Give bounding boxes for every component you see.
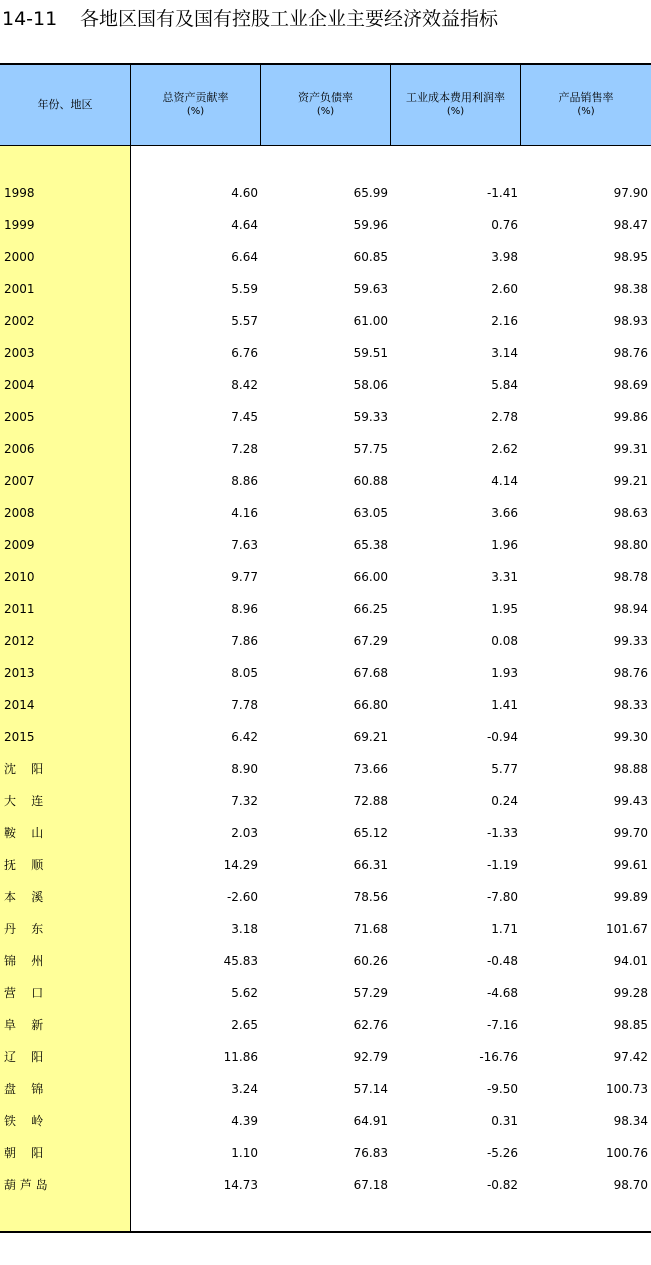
total-asset-contribution-cell: 6.42 bbox=[231, 730, 258, 744]
table-row bbox=[0, 593, 651, 625]
debt-ratio-cell: 69.21 bbox=[353, 730, 388, 744]
cost-profit-ratio-cell: 5.77 bbox=[491, 762, 518, 776]
cost-profit-ratio-cell: 1.93 bbox=[491, 666, 518, 680]
header-col-total-asset-contribution bbox=[131, 65, 260, 145]
sales-ratio-cell: 99.86 bbox=[613, 410, 648, 424]
row-label: 2005 bbox=[4, 410, 35, 424]
header-divider bbox=[390, 65, 391, 145]
table-row bbox=[0, 753, 651, 785]
sales-ratio-cell: 99.70 bbox=[613, 826, 648, 840]
debt-ratio-cell: 65.12 bbox=[353, 826, 388, 840]
total-asset-contribution-cell: 4.64 bbox=[231, 218, 258, 232]
table-number: 14-11 bbox=[2, 8, 58, 30]
debt-ratio-cell: 66.00 bbox=[353, 570, 388, 584]
sales-ratio-cell: 98.76 bbox=[613, 666, 648, 680]
row-label: 盘 锦 bbox=[4, 1082, 44, 1096]
row-label: 2014 bbox=[4, 698, 35, 712]
total-asset-contribution-cell: 5.57 bbox=[231, 314, 258, 328]
header-year-region bbox=[0, 65, 130, 145]
table-row bbox=[0, 209, 651, 241]
cost-profit-ratio-cell: 0.08 bbox=[491, 634, 518, 648]
total-asset-contribution-cell: 8.96 bbox=[231, 602, 258, 616]
cost-profit-ratio-cell: 3.14 bbox=[491, 346, 518, 360]
cost-profit-ratio-cell: 1.95 bbox=[491, 602, 518, 616]
sales-ratio-cell: 98.80 bbox=[613, 538, 648, 552]
sales-ratio-cell: 98.47 bbox=[613, 218, 648, 232]
debt-ratio-cell: 67.29 bbox=[353, 634, 388, 648]
table-row bbox=[0, 721, 651, 753]
sales-ratio-cell: 99.89 bbox=[613, 890, 648, 904]
total-asset-contribution-cell: 7.45 bbox=[231, 410, 258, 424]
debt-ratio-cell: 60.26 bbox=[353, 954, 388, 968]
debt-ratio-cell: 66.25 bbox=[353, 602, 388, 616]
header-divider bbox=[520, 65, 521, 145]
row-label: 2003 bbox=[4, 346, 35, 360]
total-asset-contribution-cell: 6.76 bbox=[231, 346, 258, 360]
table-row bbox=[0, 305, 651, 337]
cost-profit-ratio-cell: -7.16 bbox=[486, 1018, 518, 1032]
table-row bbox=[0, 945, 651, 977]
debt-ratio-cell: 59.63 bbox=[353, 282, 388, 296]
row-label: 2013 bbox=[4, 666, 35, 680]
debt-ratio-cell: 78.56 bbox=[353, 890, 388, 904]
total-asset-contribution-cell: 7.63 bbox=[231, 538, 258, 552]
row-label: 铁 岭 bbox=[4, 1114, 44, 1128]
cost-profit-ratio-cell: 5.84 bbox=[491, 378, 518, 392]
total-asset-contribution-cell: 5.59 bbox=[231, 282, 258, 296]
total-asset-contribution-cell: 7.32 bbox=[231, 794, 258, 808]
table-row bbox=[0, 241, 651, 273]
total-asset-contribution-cell: 8.90 bbox=[231, 762, 258, 776]
table-row bbox=[0, 273, 651, 305]
sales-ratio-cell: 99.21 bbox=[613, 474, 648, 488]
debt-ratio-cell: 65.99 bbox=[353, 186, 388, 200]
cost-profit-ratio-cell: -16.76 bbox=[479, 1050, 518, 1064]
debt-ratio-cell: 59.96 bbox=[353, 218, 388, 232]
total-asset-contribution-cell: 4.39 bbox=[231, 1114, 258, 1128]
cost-profit-ratio-cell: -5.26 bbox=[486, 1146, 518, 1160]
debt-ratio-cell: 71.68 bbox=[353, 922, 388, 936]
row-label: 2002 bbox=[4, 314, 35, 328]
table-row bbox=[0, 785, 651, 817]
header-col-name: 工业成本费用利润率 bbox=[406, 91, 505, 104]
total-asset-contribution-cell: 5.62 bbox=[231, 986, 258, 1000]
debt-ratio-cell: 60.85 bbox=[353, 250, 388, 264]
table-row bbox=[0, 529, 651, 561]
row-label: 丹 东 bbox=[4, 922, 44, 936]
row-label: 抚 顺 bbox=[4, 858, 44, 872]
table-row bbox=[0, 849, 651, 881]
row-label: 2008 bbox=[4, 506, 35, 520]
cost-profit-ratio-cell: 2.62 bbox=[491, 442, 518, 456]
sales-ratio-cell: 98.94 bbox=[613, 602, 648, 616]
row-label: 2010 bbox=[4, 570, 35, 584]
sales-ratio-cell: 98.69 bbox=[613, 378, 648, 392]
debt-ratio-cell: 58.06 bbox=[353, 378, 388, 392]
debt-ratio-cell: 62.76 bbox=[353, 1018, 388, 1032]
row-label: 朝 阳 bbox=[4, 1146, 44, 1160]
table-row bbox=[0, 369, 651, 401]
debt-ratio-cell: 65.38 bbox=[353, 538, 388, 552]
sales-ratio-cell: 98.34 bbox=[613, 1114, 648, 1128]
sales-ratio-cell: 98.85 bbox=[613, 1018, 648, 1032]
cost-profit-ratio-cell: -1.41 bbox=[486, 186, 518, 200]
table-row bbox=[0, 1009, 651, 1041]
debt-ratio-cell: 59.51 bbox=[353, 346, 388, 360]
row-label: 辽 阳 bbox=[4, 1050, 44, 1064]
table-row bbox=[0, 1041, 651, 1073]
cost-profit-ratio-cell: 0.76 bbox=[491, 218, 518, 232]
debt-ratio-cell: 66.80 bbox=[353, 698, 388, 712]
row-label: 2012 bbox=[4, 634, 35, 648]
total-asset-contribution-cell: 11.86 bbox=[223, 1050, 258, 1064]
table-row bbox=[0, 913, 651, 945]
total-asset-contribution-cell: 3.18 bbox=[231, 922, 258, 936]
header-col-debt-ratio bbox=[261, 65, 390, 145]
row-label: 2011 bbox=[4, 602, 35, 616]
total-asset-contribution-cell: 7.28 bbox=[231, 442, 258, 456]
table-row bbox=[0, 1105, 651, 1137]
total-asset-contribution-cell: 2.03 bbox=[231, 826, 258, 840]
table-row bbox=[0, 177, 651, 209]
row-label: 沈 阳 bbox=[4, 762, 44, 776]
total-asset-contribution-cell: 8.42 bbox=[231, 378, 258, 392]
sales-ratio-cell: 98.33 bbox=[613, 698, 648, 712]
cost-profit-ratio-cell: 1.41 bbox=[491, 698, 518, 712]
header-col-name: 资产负债率 bbox=[298, 91, 353, 104]
header-divider bbox=[260, 65, 261, 145]
sales-ratio-cell: 99.61 bbox=[613, 858, 648, 872]
row-label: 2009 bbox=[4, 538, 35, 552]
table-body bbox=[0, 177, 651, 1201]
total-asset-contribution-cell: 7.78 bbox=[231, 698, 258, 712]
table-row bbox=[0, 1137, 651, 1169]
cost-profit-ratio-cell: -0.94 bbox=[486, 730, 518, 744]
cost-profit-ratio-cell: -0.48 bbox=[486, 954, 518, 968]
debt-ratio-cell: 57.14 bbox=[353, 1082, 388, 1096]
debt-ratio-cell: 72.88 bbox=[353, 794, 388, 808]
debt-ratio-cell: 73.66 bbox=[353, 762, 388, 776]
table-row bbox=[0, 881, 651, 913]
sales-ratio-cell: 98.70 bbox=[613, 1178, 648, 1192]
cost-profit-ratio-cell: -7.80 bbox=[486, 890, 518, 904]
total-asset-contribution-cell: 6.64 bbox=[231, 250, 258, 264]
cost-profit-ratio-cell: 1.96 bbox=[491, 538, 518, 552]
header-col-name: 总资产贡献率 bbox=[162, 91, 229, 104]
table-row bbox=[0, 1073, 651, 1105]
debt-ratio-cell: 57.29 bbox=[353, 986, 388, 1000]
table-row bbox=[0, 625, 651, 657]
sales-ratio-cell: 97.90 bbox=[613, 186, 648, 200]
header-col-unit: (%) bbox=[186, 106, 205, 117]
table-row bbox=[0, 657, 651, 689]
sales-ratio-cell: 98.95 bbox=[613, 250, 648, 264]
row-label: 1999 bbox=[4, 218, 35, 232]
header-divider bbox=[130, 65, 131, 145]
table-row bbox=[0, 401, 651, 433]
sales-ratio-cell: 99.31 bbox=[613, 442, 648, 456]
header-col-sales-ratio bbox=[521, 65, 651, 145]
total-asset-contribution-cell: 3.24 bbox=[231, 1082, 258, 1096]
total-asset-contribution-cell: -2.60 bbox=[226, 890, 258, 904]
debt-ratio-cell: 92.79 bbox=[353, 1050, 388, 1064]
debt-ratio-cell: 57.75 bbox=[353, 442, 388, 456]
cost-profit-ratio-cell: 2.16 bbox=[491, 314, 518, 328]
header-col-unit: (%) bbox=[316, 106, 335, 117]
total-asset-contribution-cell: 9.77 bbox=[231, 570, 258, 584]
cost-profit-ratio-cell: -0.82 bbox=[486, 1178, 518, 1192]
total-asset-contribution-cell: 45.83 bbox=[223, 954, 258, 968]
cost-profit-ratio-cell: -9.50 bbox=[486, 1082, 518, 1096]
cost-profit-ratio-cell: 1.71 bbox=[491, 922, 518, 936]
debt-ratio-cell: 67.68 bbox=[353, 666, 388, 680]
debt-ratio-cell: 64.91 bbox=[353, 1114, 388, 1128]
sales-ratio-cell: 98.76 bbox=[613, 346, 648, 360]
header-col-cost-profit-ratio bbox=[391, 65, 520, 145]
cost-profit-ratio-cell: -1.33 bbox=[486, 826, 518, 840]
total-asset-contribution-cell: 8.86 bbox=[231, 474, 258, 488]
sales-ratio-cell: 100.73 bbox=[606, 1082, 648, 1096]
table-row bbox=[0, 1169, 651, 1201]
row-label: 2004 bbox=[4, 378, 35, 392]
sales-ratio-cell: 99.28 bbox=[613, 986, 648, 1000]
row-label: 1998 bbox=[4, 186, 35, 200]
cost-profit-ratio-cell: 3.31 bbox=[491, 570, 518, 584]
row-label: 2015 bbox=[4, 730, 35, 744]
table-row bbox=[0, 337, 651, 369]
sales-ratio-cell: 100.76 bbox=[606, 1146, 648, 1160]
row-label: 营 口 bbox=[4, 986, 44, 1000]
header-col-unit: (%) bbox=[577, 106, 595, 117]
cost-profit-ratio-cell: -1.19 bbox=[486, 858, 518, 872]
total-asset-contribution-cell: 1.10 bbox=[231, 1146, 258, 1160]
total-asset-contribution-cell: 4.16 bbox=[231, 506, 258, 520]
table-title: 各地区国有及国有控股工业企业主要经济效益指标 bbox=[80, 8, 499, 30]
row-label: 锦 州 bbox=[4, 954, 44, 968]
row-label: 大 连 bbox=[4, 794, 44, 808]
cost-profit-ratio-cell: 0.24 bbox=[491, 794, 518, 808]
row-label: 鞍 山 bbox=[4, 826, 44, 840]
sales-ratio-cell: 99.30 bbox=[613, 730, 648, 744]
debt-ratio-cell: 61.00 bbox=[353, 314, 388, 328]
total-asset-contribution-cell: 14.73 bbox=[223, 1178, 258, 1192]
total-asset-contribution-cell: 4.60 bbox=[231, 186, 258, 200]
debt-ratio-cell: 76.83 bbox=[353, 1146, 388, 1160]
sales-ratio-cell: 98.38 bbox=[613, 282, 648, 296]
sales-ratio-cell: 98.78 bbox=[613, 570, 648, 584]
cost-profit-ratio-cell: 2.60 bbox=[491, 282, 518, 296]
total-asset-contribution-cell: 14.29 bbox=[223, 858, 258, 872]
row-label: 葫 芦 岛 bbox=[4, 1178, 48, 1192]
table-header bbox=[0, 65, 651, 145]
statistics-table bbox=[0, 63, 651, 1233]
row-label: 本 溪 bbox=[4, 890, 44, 904]
sales-ratio-cell: 98.93 bbox=[613, 314, 648, 328]
row-label: 2006 bbox=[4, 442, 35, 456]
debt-ratio-cell: 66.31 bbox=[353, 858, 388, 872]
cost-profit-ratio-cell: 3.98 bbox=[491, 250, 518, 264]
table-row bbox=[0, 497, 651, 529]
table-row bbox=[0, 433, 651, 465]
table-bottom-rule bbox=[0, 1231, 651, 1233]
total-asset-contribution-cell: 8.05 bbox=[231, 666, 258, 680]
page-title bbox=[0, 6, 498, 32]
cost-profit-ratio-cell: 0.31 bbox=[491, 1114, 518, 1128]
table-row bbox=[0, 689, 651, 721]
sales-ratio-cell: 101.67 bbox=[606, 922, 648, 936]
sales-ratio-cell: 99.43 bbox=[613, 794, 648, 808]
row-label: 2007 bbox=[4, 474, 35, 488]
table-row bbox=[0, 817, 651, 849]
table-row bbox=[0, 561, 651, 593]
debt-ratio-cell: 60.88 bbox=[353, 474, 388, 488]
sales-ratio-cell: 99.33 bbox=[613, 634, 648, 648]
cost-profit-ratio-cell: 4.14 bbox=[491, 474, 518, 488]
sales-ratio-cell: 98.88 bbox=[613, 762, 648, 776]
header-label: 年份、地区 bbox=[37, 98, 93, 111]
row-label: 2001 bbox=[4, 282, 35, 296]
debt-ratio-cell: 63.05 bbox=[353, 506, 388, 520]
total-asset-contribution-cell: 2.65 bbox=[231, 1018, 258, 1032]
header-col-unit: (%) bbox=[446, 106, 465, 117]
debt-ratio-cell: 59.33 bbox=[353, 410, 388, 424]
sales-ratio-cell: 97.42 bbox=[613, 1050, 648, 1064]
row-label: 2000 bbox=[4, 250, 35, 264]
total-asset-contribution-cell: 7.86 bbox=[231, 634, 258, 648]
sales-ratio-cell: 98.63 bbox=[613, 506, 648, 520]
debt-ratio-cell: 67.18 bbox=[353, 1178, 388, 1192]
row-label: 阜 新 bbox=[4, 1018, 44, 1032]
cost-profit-ratio-cell: 2.78 bbox=[491, 410, 518, 424]
cost-profit-ratio-cell: 3.66 bbox=[491, 506, 518, 520]
cost-profit-ratio-cell: -4.68 bbox=[486, 986, 518, 1000]
sales-ratio-cell: 94.01 bbox=[613, 954, 648, 968]
table-row bbox=[0, 977, 651, 1009]
table-row bbox=[0, 465, 651, 497]
header-col-name: 产品销售率 bbox=[558, 91, 614, 104]
